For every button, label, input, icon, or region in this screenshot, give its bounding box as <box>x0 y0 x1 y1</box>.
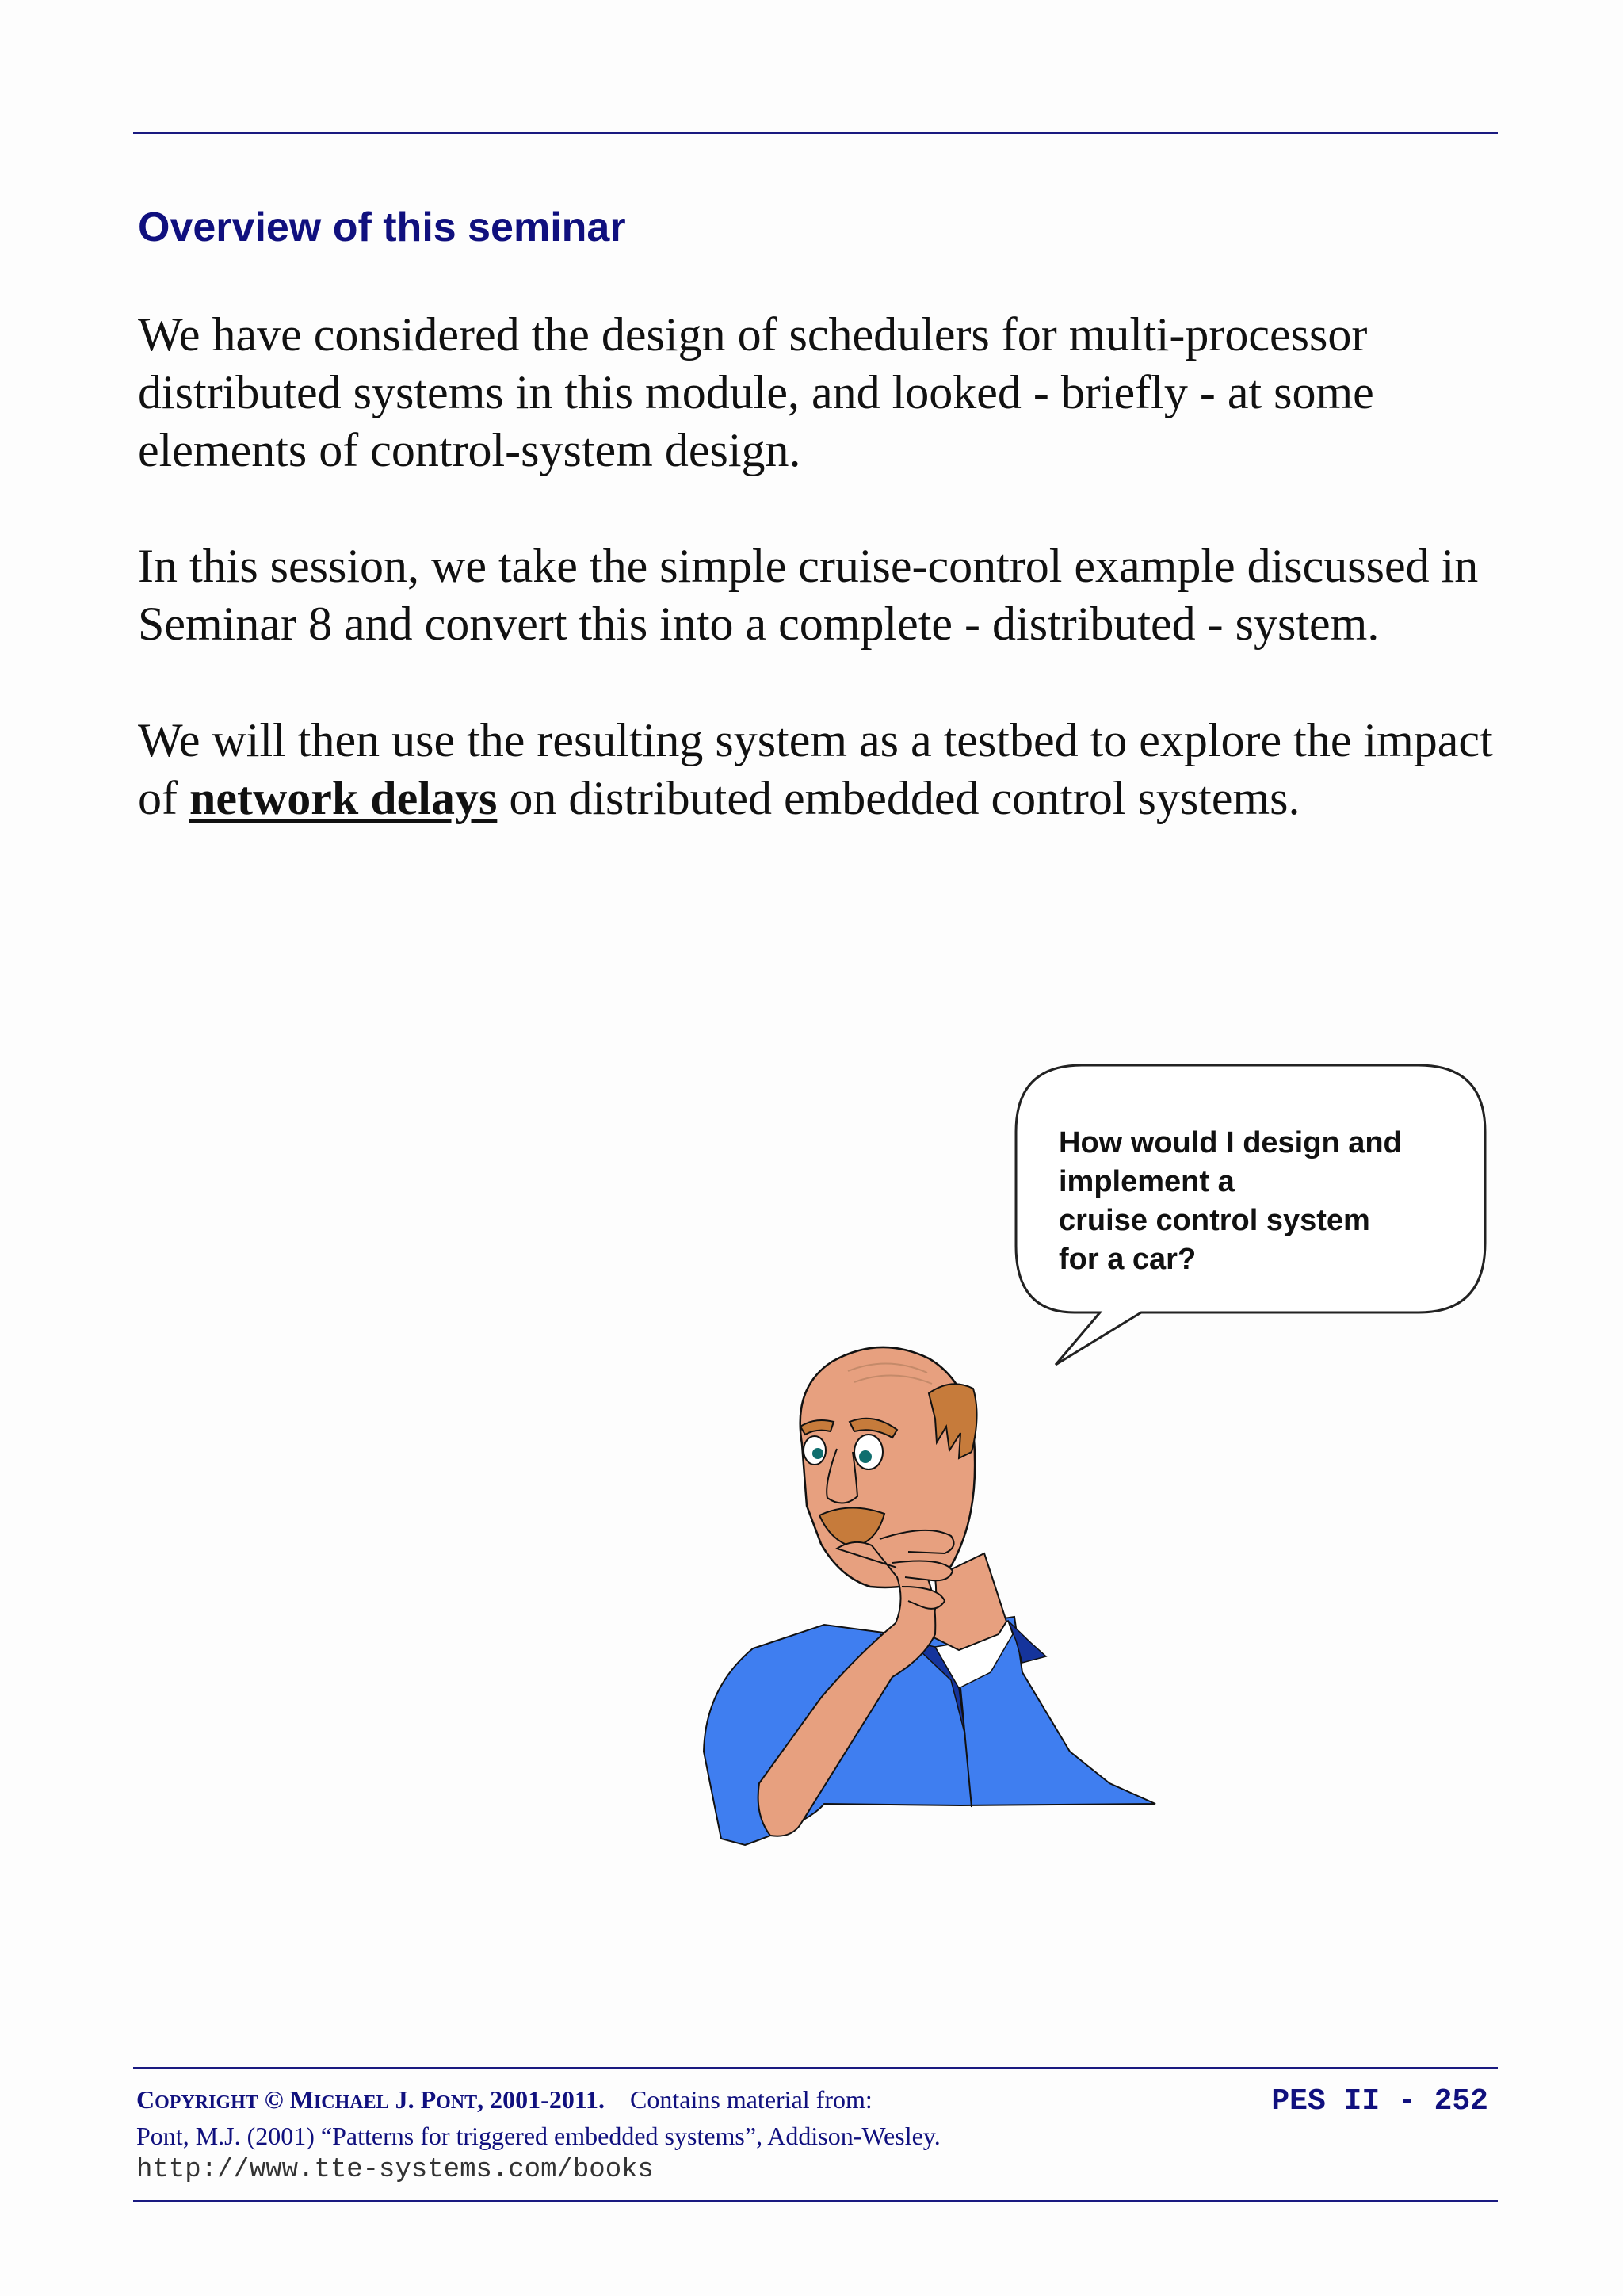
page-heading: Overview of this seminar <box>138 204 626 250</box>
speech-line: How would I design and <box>1059 1126 1402 1159</box>
speech-bubble <box>1006 1062 1490 1379</box>
footer-bottom-rule <box>133 2200 1498 2202</box>
paragraph-testbed-end: on distributed embedded control systems. <box>497 772 1300 824</box>
footer-copyright-block <box>136 2083 1167 2187</box>
thinking-man-icon <box>697 1339 1165 1847</box>
copyright-symbol: © <box>258 2085 290 2114</box>
author-middle-initial: J. <box>388 2085 421 2114</box>
copyright-years: , 2001-2011. <box>477 2085 605 2114</box>
copyright-initial: C <box>136 2085 155 2114</box>
footer-copyright-line <box>136 2083 1167 2119</box>
footer-url-link[interactable]: http://www.tte-systems.com/books <box>136 2155 654 2185</box>
speech-line: cruise control system <box>1059 1204 1370 1237</box>
page-number-label: PES II - 252 <box>1271 2084 1488 2118</box>
speech-bubble-text <box>1059 1124 1471 1279</box>
footer-top-rule <box>133 2067 1498 2069</box>
paragraph-intro: We have considered the design of schedulers for multi-processor distributed systems in this module, and looked - briefly - at some elements of control-system design. <box>138 308 1374 476</box>
network-delays-emphasis: network delays <box>189 772 498 824</box>
copyright-word: OPYRIGHT <box>155 2092 258 2113</box>
paragraph-testbed-start: We will then use the resulting system as a testbed to explore the impact of <box>138 714 1493 824</box>
author-first-initial: M <box>289 2085 314 2114</box>
speech-line: implement a <box>1059 1165 1235 1198</box>
paragraph-session: In this session, we take the simple cruise-control example discussed in Seminar 8 and convert this into a complete - distributed - system. <box>138 540 1479 650</box>
copyright-notice <box>136 2085 605 2114</box>
author-first-rest: ICHAEL <box>313 2092 389 2113</box>
contains-material-text: Contains material from: <box>630 2085 873 2114</box>
footer-citation: Pont, M.J. (2001) “Patterns for triggered embedded systems”, Addison-Wesley. <box>136 2122 941 2150</box>
author-last-initial: P <box>420 2085 437 2114</box>
paragraph-testbed <box>138 712 1517 827</box>
author-last-rest: ONT <box>436 2092 478 2113</box>
speech-line: for a car? <box>1059 1243 1197 1276</box>
header-rule <box>133 132 1498 134</box>
